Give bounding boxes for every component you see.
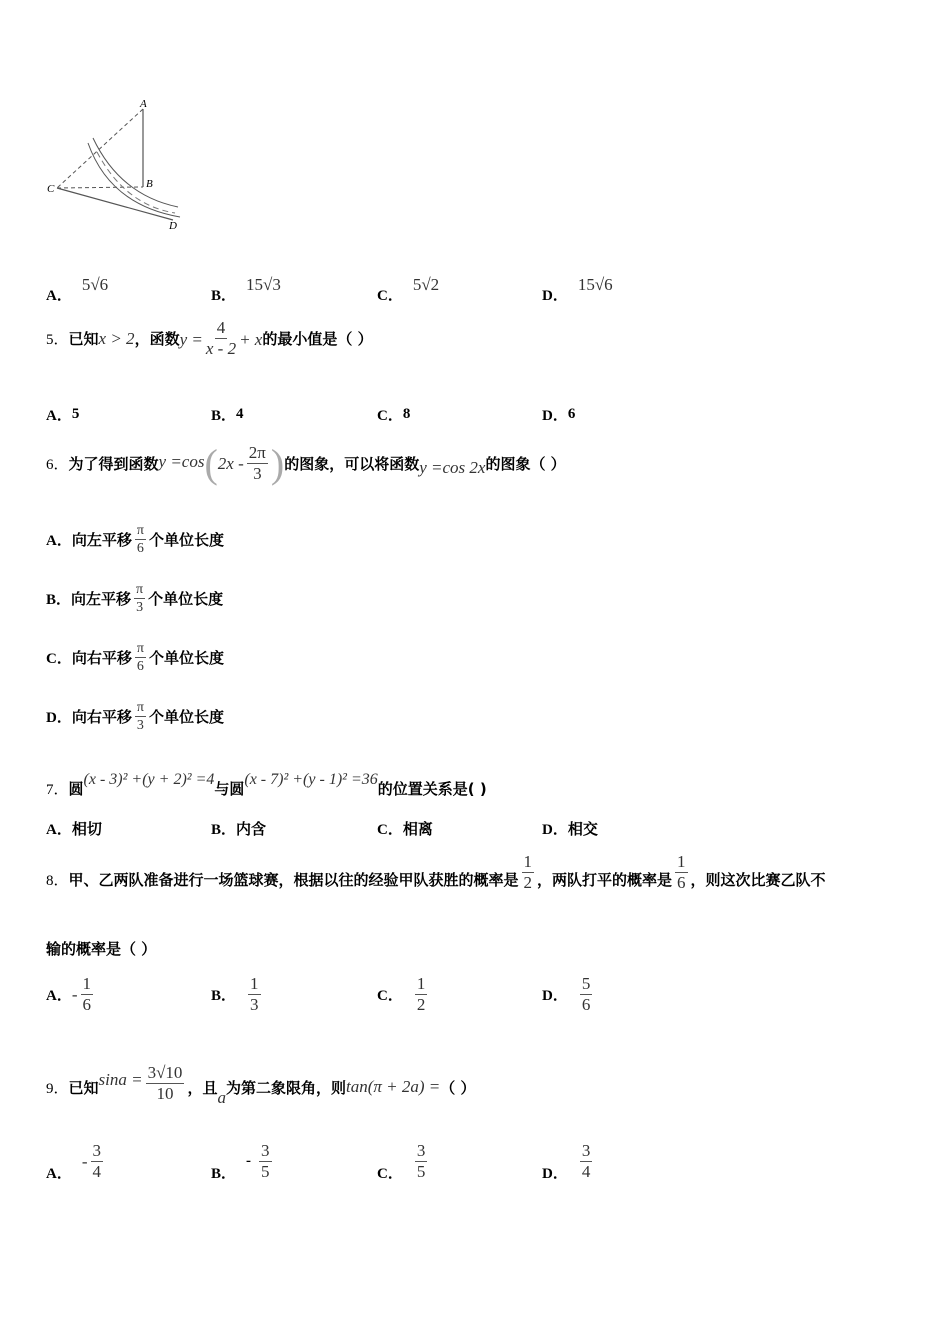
question-text: 已知 — [68, 1078, 99, 1097]
option-label: B． — [211, 822, 237, 838]
question-number: 9． — [46, 1080, 69, 1097]
question-number: 7． — [46, 782, 69, 798]
option-label: D． — [542, 288, 568, 304]
question-number: 5． — [46, 332, 69, 348]
draw-probability — [675, 852, 688, 893]
circle-equation-2: (x - 7)² +(y - 1)² =36 — [244, 770, 378, 788]
option-label: D． — [542, 988, 568, 1004]
option-value: 5 — [71, 406, 80, 422]
q9-option-b[interactable] — [211, 1140, 275, 1183]
q7-option-b[interactable] — [211, 818, 266, 839]
q9-option-c[interactable] — [377, 1140, 430, 1183]
denominator: 6 — [581, 995, 591, 1014]
numerator: 3 — [261, 1141, 270, 1160]
option-fraction — [135, 640, 146, 675]
denominator: 4 — [92, 1162, 102, 1181]
denominator: 2 — [416, 995, 426, 1014]
option-value: 4 — [236, 406, 244, 422]
numerator: 5 — [581, 974, 591, 993]
denominator: 5 — [261, 1162, 270, 1181]
option-label: C． — [377, 988, 403, 1004]
option-fraction — [81, 974, 94, 1015]
option-fraction — [415, 974, 428, 1015]
option-value: 相切 — [71, 820, 102, 838]
option-text: 个单位长度 — [148, 531, 224, 549]
option-value: 5√6 — [81, 274, 109, 294]
question-text: 甲、乙两队准备进行一场篮球赛，根据以往的经验甲队获胜的概率是 — [68, 871, 519, 889]
numerator: π — [136, 582, 144, 597]
q6-option-a[interactable] — [46, 522, 224, 557]
q8-option-a[interactable] — [46, 974, 96, 1015]
q6-option-d[interactable] — [46, 699, 224, 734]
option-label: D． — [542, 408, 568, 424]
numerator: 1 — [82, 974, 92, 993]
numerator: 4 — [216, 318, 226, 337]
option-label: A． — [46, 1166, 72, 1182]
option-fraction — [91, 1141, 104, 1182]
q5-option-c[interactable] — [377, 404, 410, 425]
option-fraction — [248, 974, 261, 1015]
question-number: 6． — [46, 457, 69, 473]
numerator: 1 — [523, 852, 533, 871]
option-text: 向右平移 — [71, 649, 132, 667]
question-text: 输的概率是（ ） — [46, 940, 157, 958]
denominator: x - 2 — [205, 339, 237, 358]
math-fraction — [206, 318, 236, 359]
option-text: 向左平移 — [71, 531, 132, 549]
q5-option-b[interactable] — [211, 404, 244, 425]
q9-option-a[interactable] — [46, 1140, 106, 1183]
question-7 — [46, 760, 487, 799]
question-6 — [46, 440, 566, 487]
option-label: B． — [46, 592, 72, 608]
denominator: 3 — [253, 464, 262, 483]
numerator: 3 — [416, 1141, 426, 1160]
question-5 — [46, 318, 373, 359]
option-fraction — [259, 1141, 272, 1182]
option-value: 相交 — [567, 820, 598, 838]
question-text: ，且 — [187, 1078, 218, 1097]
right-paren: ) — [270, 441, 285, 486]
left-paren: ( — [204, 441, 218, 486]
math-condition: x > 2 — [98, 328, 135, 348]
option-label: C． — [377, 1166, 403, 1182]
math-lhs: y = — [179, 330, 203, 349]
question-text: 的图象，可以将函数 — [284, 455, 420, 473]
option-fraction — [415, 1141, 428, 1182]
option-label: B． — [211, 288, 237, 304]
question-text: 的图象（ ） — [485, 455, 566, 473]
numerator: 3 — [92, 1141, 102, 1160]
question-text: 已知 — [68, 330, 99, 348]
option-value: 15√6 — [577, 274, 613, 294]
math-expression: tan(π + 2a) = — [345, 1077, 441, 1096]
option-label: A． — [46, 988, 72, 1004]
option-fraction — [580, 974, 593, 1015]
denominator: 3 — [136, 718, 144, 733]
denominator: 10 — [156, 1083, 174, 1103]
option-label: A． — [46, 288, 72, 304]
sign: - — [246, 1153, 252, 1169]
q7-option-d[interactable] — [542, 818, 598, 839]
question-8-line2 — [46, 938, 156, 959]
numerator: 3√10 — [147, 1062, 183, 1082]
denominator: 3 — [136, 600, 144, 615]
question-text: ，则这次比赛乙队不 — [690, 871, 826, 889]
math-function: y =cos 2x — [419, 457, 486, 477]
math-variable: a — [217, 1088, 226, 1107]
option-value: 相离 — [402, 820, 433, 838]
question-8 — [46, 852, 826, 893]
numerator: 1 — [677, 852, 686, 871]
math-fraction — [247, 443, 268, 484]
denominator: 6 — [136, 659, 144, 674]
question-text: 圆 — [68, 780, 84, 798]
option-label: A． — [46, 822, 72, 838]
denominator: 3 — [250, 995, 259, 1014]
numerator: 3 — [581, 1141, 591, 1160]
option-fraction — [580, 1141, 593, 1182]
q7-option-a[interactable] — [46, 818, 102, 839]
question-text: ，两队打平的概率是 — [537, 871, 673, 889]
q8-option-d[interactable] — [542, 974, 595, 1015]
question-text: 与圆 — [214, 780, 245, 798]
numerator: π — [136, 700, 144, 715]
question-text: ，函数 — [134, 330, 180, 348]
point-label-a: A — [140, 98, 147, 110]
option-label: C． — [377, 822, 403, 838]
option-value: 5√2 — [412, 274, 440, 294]
math-rhs: + x — [239, 330, 263, 349]
question-text: 为第二象限角，则 — [225, 1078, 346, 1097]
q9-option-d[interactable] — [542, 1140, 595, 1183]
q8-option-c[interactable] — [377, 974, 430, 1015]
option-label: A． — [46, 408, 72, 424]
denominator: 6 — [82, 995, 92, 1014]
question-text: 为了得到函数 — [68, 455, 159, 473]
question-text: 的位置关系是( ) — [377, 780, 487, 798]
option-fraction — [134, 581, 145, 616]
point-label-b: B — [146, 178, 153, 190]
option-fraction — [135, 699, 146, 734]
option-label: B． — [211, 408, 237, 424]
q5-option-a[interactable] — [46, 404, 79, 425]
option-value: 6 — [567, 406, 576, 422]
q6-option-c[interactable] — [46, 640, 224, 675]
denominator: 4 — [581, 1162, 591, 1181]
sign: - — [71, 984, 78, 1004]
option-text: 个单位长度 — [148, 649, 224, 667]
q6-option-b[interactable] — [46, 581, 223, 616]
q4-option-a[interactable] — [46, 264, 108, 305]
denominator: 6 — [136, 541, 144, 556]
geometry-figure — [40, 95, 190, 235]
numerator: 1 — [250, 974, 259, 993]
q7-option-c[interactable] — [377, 818, 433, 839]
option-text: 向右平移 — [71, 708, 132, 726]
option-label: B． — [211, 1166, 237, 1182]
circle-equation-1: (x - 3)² +(y + 2)² =4 — [83, 770, 215, 788]
option-fraction — [135, 522, 146, 557]
option-label: D． — [542, 822, 568, 838]
q4-option-c[interactable] — [377, 264, 439, 305]
option-value: 15√3 — [246, 274, 281, 294]
question-9 — [46, 1058, 475, 1108]
denominator: 6 — [677, 873, 686, 892]
option-value: 内含 — [236, 820, 267, 838]
q8-option-b[interactable] — [211, 974, 264, 1015]
point-label-d: D — [169, 220, 177, 232]
math-inner: 2x - — [217, 453, 244, 473]
denominator: 2 — [523, 873, 533, 892]
option-text: 个单位长度 — [148, 590, 224, 608]
q4-option-d[interactable] — [542, 264, 613, 305]
option-label: D． — [542, 1166, 568, 1182]
option-label: D． — [46, 710, 72, 726]
option-label: C． — [46, 651, 72, 667]
numerator: π — [136, 523, 144, 538]
q5-option-d[interactable] — [542, 404, 575, 425]
question-text: 的最小值是（ ） — [262, 330, 373, 348]
point-label-c: C — [47, 183, 55, 195]
option-label: B． — [211, 988, 237, 1004]
option-text: 向左平移 — [71, 590, 132, 608]
option-label: C． — [377, 288, 403, 304]
q4-option-b[interactable] — [211, 264, 281, 305]
numerator: 2π — [248, 443, 266, 462]
denominator: 5 — [416, 1162, 426, 1181]
question-number: 8． — [46, 873, 69, 889]
math-lhs: y =cos — [158, 452, 205, 471]
numerator: π — [136, 641, 144, 656]
math-lhs: sina = — [98, 1070, 143, 1089]
win-probability — [522, 852, 535, 893]
numerator: 1 — [416, 974, 426, 993]
sign: - — [81, 1151, 88, 1171]
option-text: 个单位长度 — [148, 708, 224, 726]
math-fraction — [146, 1063, 185, 1104]
option-label: C． — [377, 408, 403, 424]
question-text: （ ） — [440, 1078, 476, 1097]
option-label: A． — [46, 533, 72, 549]
option-value: 8 — [402, 406, 411, 422]
